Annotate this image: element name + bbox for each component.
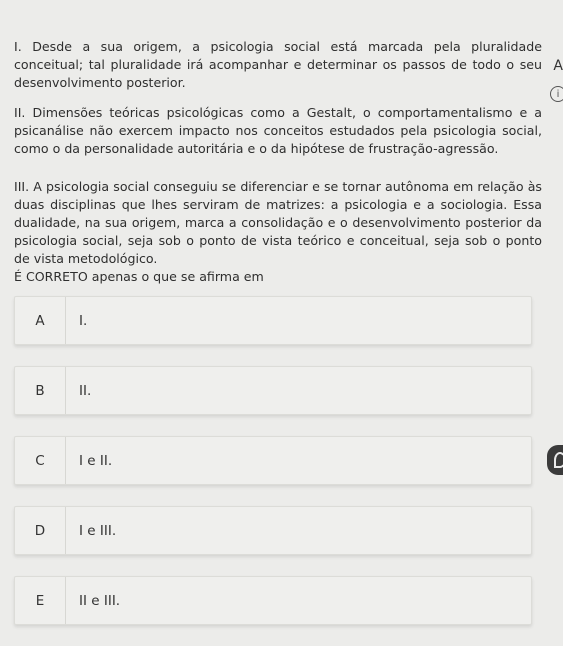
option-text: I e III. [79, 522, 117, 539]
option-letter: C [15, 437, 66, 484]
side-letter: A [553, 58, 563, 74]
option-text: II e III. [79, 592, 121, 609]
statement-2: II. Dimensões teóricas psicológicas como a Gestalt, o comportamentalismo e a psicanálise não exercem impacto nos conceitos estudados pela psicologia social, como o da personalidade autoritária e o da hipótese de frustração-agressão. [14, 105, 542, 156]
answer-options [14, 296, 532, 646]
option-letter: E [15, 577, 66, 624]
option-c[interactable] [14, 436, 532, 485]
question-prompt: É CORRETO apenas o que se afirma em [14, 269, 264, 284]
option-letter: D [15, 507, 66, 554]
side-tab[interactable] [547, 445, 563, 475]
option-text: I e II. [79, 452, 113, 469]
option-a[interactable] [14, 296, 532, 345]
option-letter: A [15, 297, 66, 344]
option-letter: B [15, 367, 66, 414]
option-b[interactable] [14, 366, 532, 415]
statement-3: III. A psicologia social conseguiu se diferenciar e se tornar autônoma em relação às duas disciplinas que lhes serviram de matrizes: a psicologia e a sociologia. Essa dualidade, na sua origem, marca a consolidação e o desenvolvimento posterior da psicologia social, seja sob o ponto de vista teórico e conceitual, seja sob o ponto de vista metodológico. [14, 179, 542, 266]
option-e[interactable] [14, 576, 532, 625]
option-text: I. [79, 312, 88, 329]
option-text: II. [79, 382, 92, 399]
brain-icon [554, 452, 563, 468]
option-d[interactable] [14, 506, 532, 555]
statement-1: I. Desde a sua origem, a psicologia social está marcada pela pluralidade conceitual; tal pluralidade irá acompanhar e determinar os passos de todo o seu desenvolvimento posterior. [14, 39, 542, 90]
info-icon[interactable]: i [550, 86, 563, 102]
